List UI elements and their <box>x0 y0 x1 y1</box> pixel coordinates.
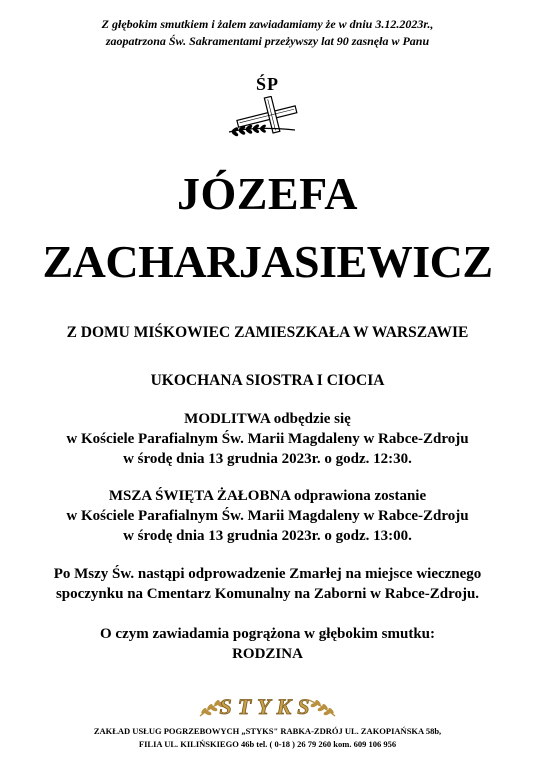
footer-contact <box>0 725 535 751</box>
cross-with-palm-icon <box>225 96 310 138</box>
mass-line-1: MSZA ŚWIĘTA ŻAŁOBNA odprawiona zostanie <box>108 488 427 504</box>
styks-logo-text: STYKS <box>219 694 316 719</box>
maiden-name-residence: Z DOMU MIŚKOWIEC ZAMIESZKAŁA W WARSZAWIE <box>66 324 469 341</box>
prayer-line-1: MODLITWA odbędzie się <box>184 411 351 427</box>
footer-line-2: FILIA UL. KILIŃSKIEGO 46b tel. ( 0-18 ) 26 79 260 kom. 609 106 956 <box>138 739 397 749</box>
mass-section <box>0 486 535 546</box>
prayer-line-2: w Kościele Parafialnym Św. Marii Magdaleny w Rabce-Zdroju <box>66 431 469 447</box>
burial-section <box>0 564 535 604</box>
mass-line-3: w środę dnia 13 grudnia 2023r. o godz. 13:00. <box>123 528 412 544</box>
sp-label: ŚP <box>255 74 279 94</box>
closing-line-1: O czym zawiadamia pogrążona w głębokim smutku: <box>100 626 435 642</box>
styks-logo <box>0 692 535 722</box>
deceased-last-name: ZACHARJASIEWICZ <box>42 236 493 287</box>
intro-text <box>0 16 535 50</box>
prayer-section <box>0 409 535 469</box>
relation-text: UKOCHANA SIOSTRA I CIOCIA <box>150 372 385 389</box>
intro-line-2: zaopatrzona Św. Sakramentami przeżywszy lat 90 zasnęła w Panu <box>105 34 430 48</box>
burial-line-1: Po Mszy Św. nastąpi odprowadzenie Zmarłej na miejsce wiecznego <box>53 566 482 582</box>
closing-section <box>0 624 535 664</box>
deceased-first-name: JÓZEFA <box>176 168 359 219</box>
closing-family: RODZINA <box>232 646 303 662</box>
burial-line-2: spoczynku na Cmentarz Komunalny na Zaborni w Rabce-Zdroju. <box>55 586 480 602</box>
footer-line-1: ZAKŁAD USŁUG POGRZEBOWYCH „STYKS" RABKA-ZDRÓJ UL. ZAKOPIAŃSKA 58b, <box>93 726 442 736</box>
intro-line-1: Z głębokim smutkiem i żalem zawiadamiamy że w dniu 3.12.2023r., <box>101 17 434 31</box>
mass-line-2: w Kościele Parafialnym Św. Marii Magdaleny w Rabce-Zdroju <box>66 508 469 524</box>
prayer-line-3: w środę dnia 13 grudnia 2023r. o godz. 12:30. <box>123 451 412 467</box>
